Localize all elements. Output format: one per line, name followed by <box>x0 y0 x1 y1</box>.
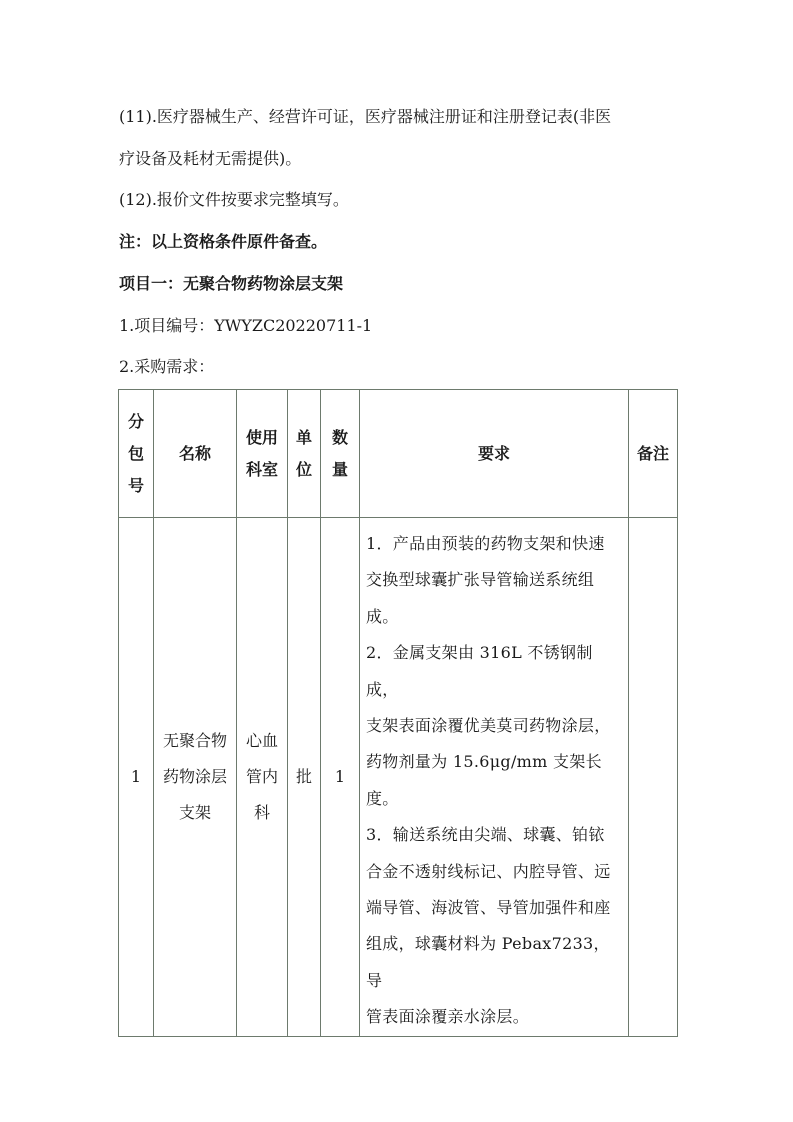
requirement-line: 组成，球囊材料为 Pebax7233，导 <box>366 934 610 990</box>
requirement-line: 支架表面涂覆优美莫司药物涂层， <box>366 716 611 736</box>
note-text: 注：以上资格条件原件备查。 <box>119 232 328 251</box>
requirement-line: 管表面涂覆亲水涂层。 <box>366 1007 530 1027</box>
header-remarks: 备注 <box>629 390 678 518</box>
requirement-line: 成。 <box>366 606 399 626</box>
requirement-line: 交换型球囊扩张导管输送系统组 <box>366 570 595 590</box>
cell-package-no: 1 <box>119 518 154 1037</box>
cell-unit: 批 <box>288 518 321 1037</box>
header-package-no: 分 包 号 <box>119 390 154 518</box>
table-header-row <box>119 390 678 518</box>
cell-remarks <box>629 518 678 1037</box>
cell-requirements <box>360 518 629 1037</box>
requirement-line: 端导管、海波管、导管加强件和座 <box>366 898 611 918</box>
cell-department: 心血 管内 科 <box>237 518 288 1037</box>
purchase-needs-heading: 2.采购需求： <box>119 357 215 376</box>
requirements-table <box>118 389 678 1037</box>
header-requirements: 要求 <box>360 390 629 518</box>
header-department: 使用 科室 <box>237 390 288 518</box>
header-unit: 单 位 <box>288 390 321 518</box>
paragraph-11-line1: (11).医疗器械生产、经营许可证，医疗器械注册证和注册登记表(非医 <box>119 107 612 126</box>
requirement-line: 合金不透射线标记、内腔导管、远 <box>366 861 611 881</box>
project-number: 1.项目编号：YWYZC20220711-1 <box>119 316 373 335</box>
cell-quantity: 1 <box>321 518 360 1037</box>
header-quantity: 数 量 <box>321 390 360 518</box>
table-row <box>119 518 678 1037</box>
requirement-line: 度。 <box>366 788 399 808</box>
requirement-line: 3．输送系统由尖端、球囊、铂铱 <box>366 825 605 845</box>
project-title: 项目一：无聚合物药物涂层支架 <box>119 274 344 293</box>
paragraph-11-line2: 疗设备及耗材无需提供)。 <box>119 149 302 168</box>
paragraph-12: (12).报价文件按要求完整填写。 <box>119 190 349 209</box>
requirement-line: 2．金属支架由 316L 不锈钢制成， <box>366 643 593 699</box>
requirement-line: 1．产品由预装的药物支架和快速 <box>366 534 605 553</box>
cell-name: 无聚合物 药物涂层 支架 <box>154 518 237 1037</box>
header-name: 名称 <box>154 390 237 518</box>
requirement-line: 药物剂量为 15.6μg/mm 支架长 <box>366 752 602 772</box>
